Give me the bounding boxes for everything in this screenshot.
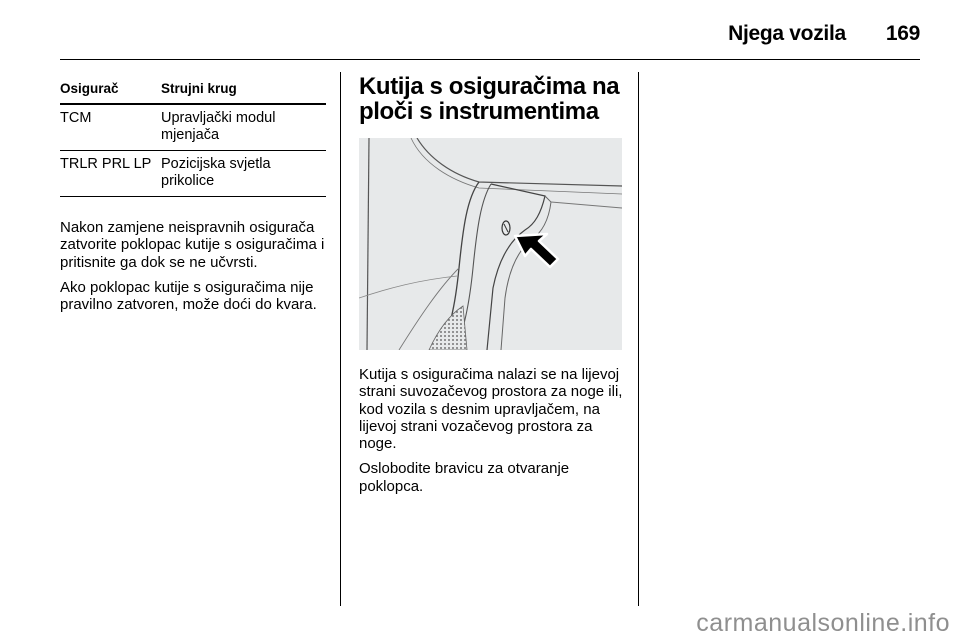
right-column — [359, 74, 629, 495]
circuit-cell: Upravljački modul mjenjača — [161, 104, 326, 151]
header-divider — [60, 59, 920, 60]
page-number: 169 — [885, 22, 920, 45]
column-divider-1 — [340, 72, 341, 606]
column-divider-2 — [638, 72, 639, 606]
fuse-cell: TRLR PRL LP — [60, 151, 161, 197]
page-header — [520, 14, 920, 54]
section-title: Kutija s osiguračima na ploči s instrumentima — [359, 73, 620, 125]
fuse-cell: TCM — [60, 104, 161, 151]
chapter-title: Njega vozila — [728, 22, 846, 45]
left-column — [60, 80, 326, 313]
arrow-icon — [359, 138, 622, 350]
fuse-box-figure — [359, 138, 622, 350]
fuse-table-header-row — [60, 80, 326, 104]
fuse-table — [60, 80, 326, 197]
table-row — [60, 104, 326, 151]
body-paragraph: Ako poklopac kutije s osiguračima nije pravilno zatvoren, može doći do kvara. — [60, 278, 317, 314]
circuit-column-header: Strujni krug — [161, 80, 326, 104]
watermark: carmanualsonline.info — [696, 609, 950, 637]
body-paragraph: Kutija s osiguračima nalazi se na lijevoj strani suvozačevog prostora za noge ili, kod vozila s desnim upravljačem, na lijevoj strani vozačevog prostora za noge. — [359, 366, 623, 453]
circuit-cell: Pozicijska svjetla prikolice — [161, 151, 326, 197]
body-paragraph: Nakon zamjene neispravnih osigurača zatvorite poklopac kutije s osiguračima i pritisnite ga dok se ne učvrsti. — [60, 219, 325, 271]
fuse-column-header: Osigurač — [60, 80, 161, 104]
table-row — [60, 151, 326, 197]
body-paragraph: Oslobodite bravicu za otvaranje poklopca. — [359, 460, 570, 495]
